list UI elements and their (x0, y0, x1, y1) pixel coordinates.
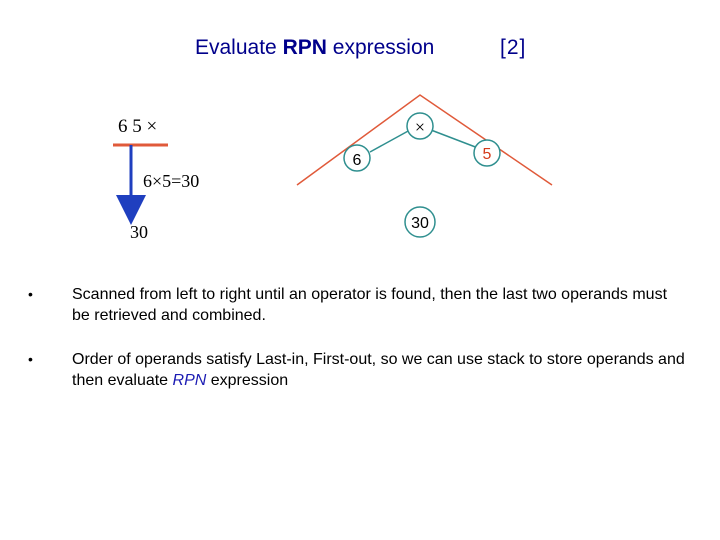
title-prefix: Evaluate (195, 36, 277, 59)
root-operator-text: × (414, 117, 426, 137)
right-child-text: 5 (482, 146, 492, 163)
bullet-list (28, 284, 688, 414)
bullet-item (28, 349, 688, 391)
title-bold: RPN (282, 36, 327, 59)
left-result-text: 30 (130, 222, 148, 242)
slide-number: [2] (500, 36, 527, 59)
tree-edge-right (431, 130, 478, 148)
bullet-marker: • (28, 286, 33, 302)
tree-edge-left (370, 130, 410, 152)
title-suffix: expression (332, 36, 435, 59)
tree-result-text: 30 (411, 215, 429, 232)
bullet-text: Scanned from left to right until an operator is found, then the last two operands must be retrieved and combined. (72, 286, 668, 324)
rpn-italic-text: RPN (172, 372, 207, 389)
tree-triangle (297, 95, 552, 185)
left-child-text: 6 (352, 152, 362, 169)
bullet-marker: • (28, 351, 33, 367)
bullet-item (28, 284, 688, 326)
bullet-text: Order of operands satisfy Last-in, First-out, so we can use stack to store operands and then evaluate (72, 351, 685, 389)
bullet-text-end: expression (206, 372, 289, 389)
rpn-expression-text: 6 5 × (118, 116, 158, 137)
step-equation-text: 6×5=30 (143, 171, 200, 191)
